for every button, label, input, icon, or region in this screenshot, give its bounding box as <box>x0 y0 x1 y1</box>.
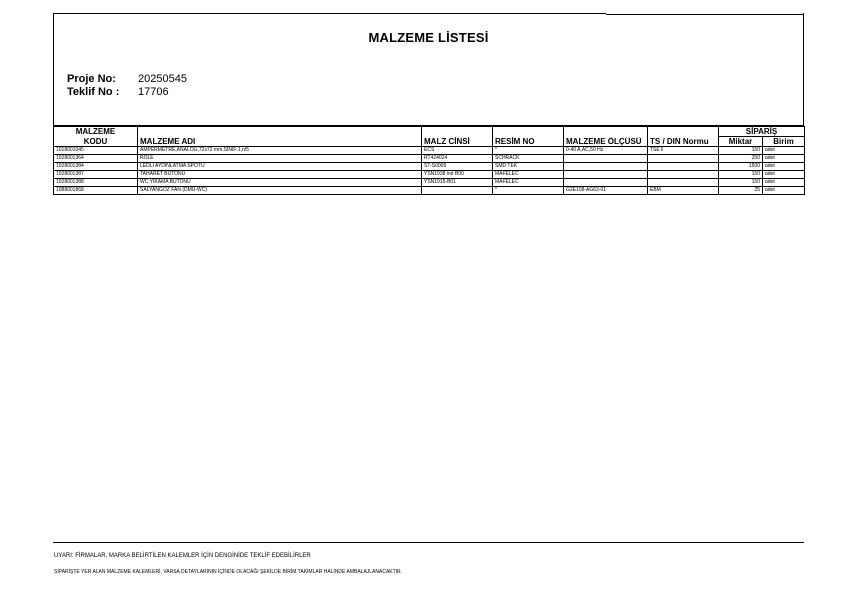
header-miktar: Miktar <box>719 137 763 147</box>
cell-olcusu: G2E108-AG63-01 <box>564 187 648 195</box>
cell-resim: SMD TEK <box>493 163 564 171</box>
cell-adi: WC YIKAMA BUTONU <box>138 179 422 187</box>
cell-resim: MAFELEC <box>493 171 564 179</box>
document-title: MALZEME LİSTESİ <box>368 30 489 45</box>
cell-adi: LEDLI AYDINLATMA SPOTU <box>138 163 422 171</box>
cell-kodu: 1028001387 <box>54 171 138 179</box>
table-row <box>54 179 805 187</box>
header-adi: MALZEME ADI <box>138 137 422 147</box>
cell-kodu: 1018001045 <box>54 147 138 155</box>
header-birim: Birim <box>763 137 805 147</box>
proje-no-label: Proje No: <box>67 73 116 85</box>
table-row <box>54 147 805 155</box>
cell-kodu: 1028001364 <box>54 155 138 163</box>
header-resim: RESİM NO <box>493 137 564 147</box>
teklif-no-value: 17706 <box>138 86 169 98</box>
cell-ts: TSE li <box>648 147 719 155</box>
cell-cinsi: YSN1938 ind B00 <box>422 171 493 179</box>
cell-birim: adet <box>763 163 805 171</box>
cell-olcusu <box>564 155 648 163</box>
cell-birim: adet <box>763 171 805 179</box>
header-siparis: SİPARİŞ <box>719 127 805 137</box>
cell-miktar: 250 <box>719 155 763 163</box>
header-adi-top <box>138 127 422 137</box>
cell-olcusu <box>564 171 648 179</box>
header-cinsi: MALZ CİNSİ <box>422 137 493 147</box>
header-olcusu-top <box>564 127 648 137</box>
cell-birim: adet <box>763 155 805 163</box>
cell-olcusu: 0-40 A,AC,50 Hz <box>564 147 648 155</box>
cell-miktar: 1500 <box>719 163 763 171</box>
header-resim-top <box>493 127 564 137</box>
table-row <box>54 155 805 163</box>
header-kodu: KODU <box>54 137 138 147</box>
header-olcusu: MALZEME ÖLÇÜSÜ <box>564 137 648 147</box>
cell-birim: adet <box>763 147 805 155</box>
cell-cinsi: YSN1915-B01 <box>422 179 493 187</box>
cell-ts <box>648 155 719 163</box>
header-cinsi-top <box>422 127 493 137</box>
table-row <box>54 163 805 171</box>
cell-adi: ROLE <box>138 155 422 163</box>
cell-ts <box>648 179 719 187</box>
cell-resim: * <box>493 147 564 155</box>
cell-adi: SALYANGOZ FAN (DMU-WC) <box>138 187 422 195</box>
cell-adi: AMPERMETRE,ANALOG,72x72 mm,SINIF:1,n/5 <box>138 147 422 155</box>
cell-ts <box>648 171 719 179</box>
cell-kodu: 1088001868 <box>54 187 138 195</box>
cell-birim: adet <box>763 187 805 195</box>
table-row <box>54 187 805 195</box>
cell-cinsi: ST-S0005 <box>422 163 493 171</box>
cell-miktar: 25 <box>719 187 763 195</box>
cell-ts <box>648 163 719 171</box>
cell-cinsi: RT424024 <box>422 155 493 163</box>
cell-miktar: 150 <box>719 179 763 187</box>
header-kodu-top: MALZEME <box>54 127 138 137</box>
cell-miktar: 150 <box>719 147 763 155</box>
proje-no-value: 20250545 <box>138 73 187 85</box>
cell-olcusu <box>564 179 648 187</box>
cell-olcusu <box>564 163 648 171</box>
footer-warning: UYARI: FİRMALAR, MARKA BELİRTİLEN KALEMLER İÇİN DENGİNİDE TEKLİF EDEBİLİRLER <box>54 553 311 559</box>
cell-kodu: 1028001384 <box>54 163 138 171</box>
cell-resim: SCHRACK <box>493 155 564 163</box>
header-ts-top <box>648 127 719 137</box>
cell-resim: MAFELEC <box>493 179 564 187</box>
footer-divider <box>53 542 804 543</box>
cell-kodu: 1028001388 <box>54 179 138 187</box>
table-row <box>54 171 805 179</box>
cell-miktar: 150 <box>719 171 763 179</box>
cell-ts: EBM <box>648 187 719 195</box>
cell-resim: * <box>493 187 564 195</box>
cell-birim: adet <box>763 179 805 187</box>
material-table <box>53 126 805 195</box>
cell-cinsi: ECS <box>422 147 493 155</box>
cell-cinsi <box>422 187 493 195</box>
teklif-no-label: Teklif No : <box>67 86 120 98</box>
cell-adi: TAHARET BUTONU <box>138 171 422 179</box>
header-ts: TS / DIN Normu <box>648 137 719 147</box>
footer-note: SİPARİŞTE YER ALAN MALZEME KALEMLERİ, VARSA DETAYLARININ İÇİNDE OLACAĞI ŞEKİLDE BİRİM TAKIMLAR HALİNDE AMBALAJLANACAKTIR. <box>54 569 403 575</box>
